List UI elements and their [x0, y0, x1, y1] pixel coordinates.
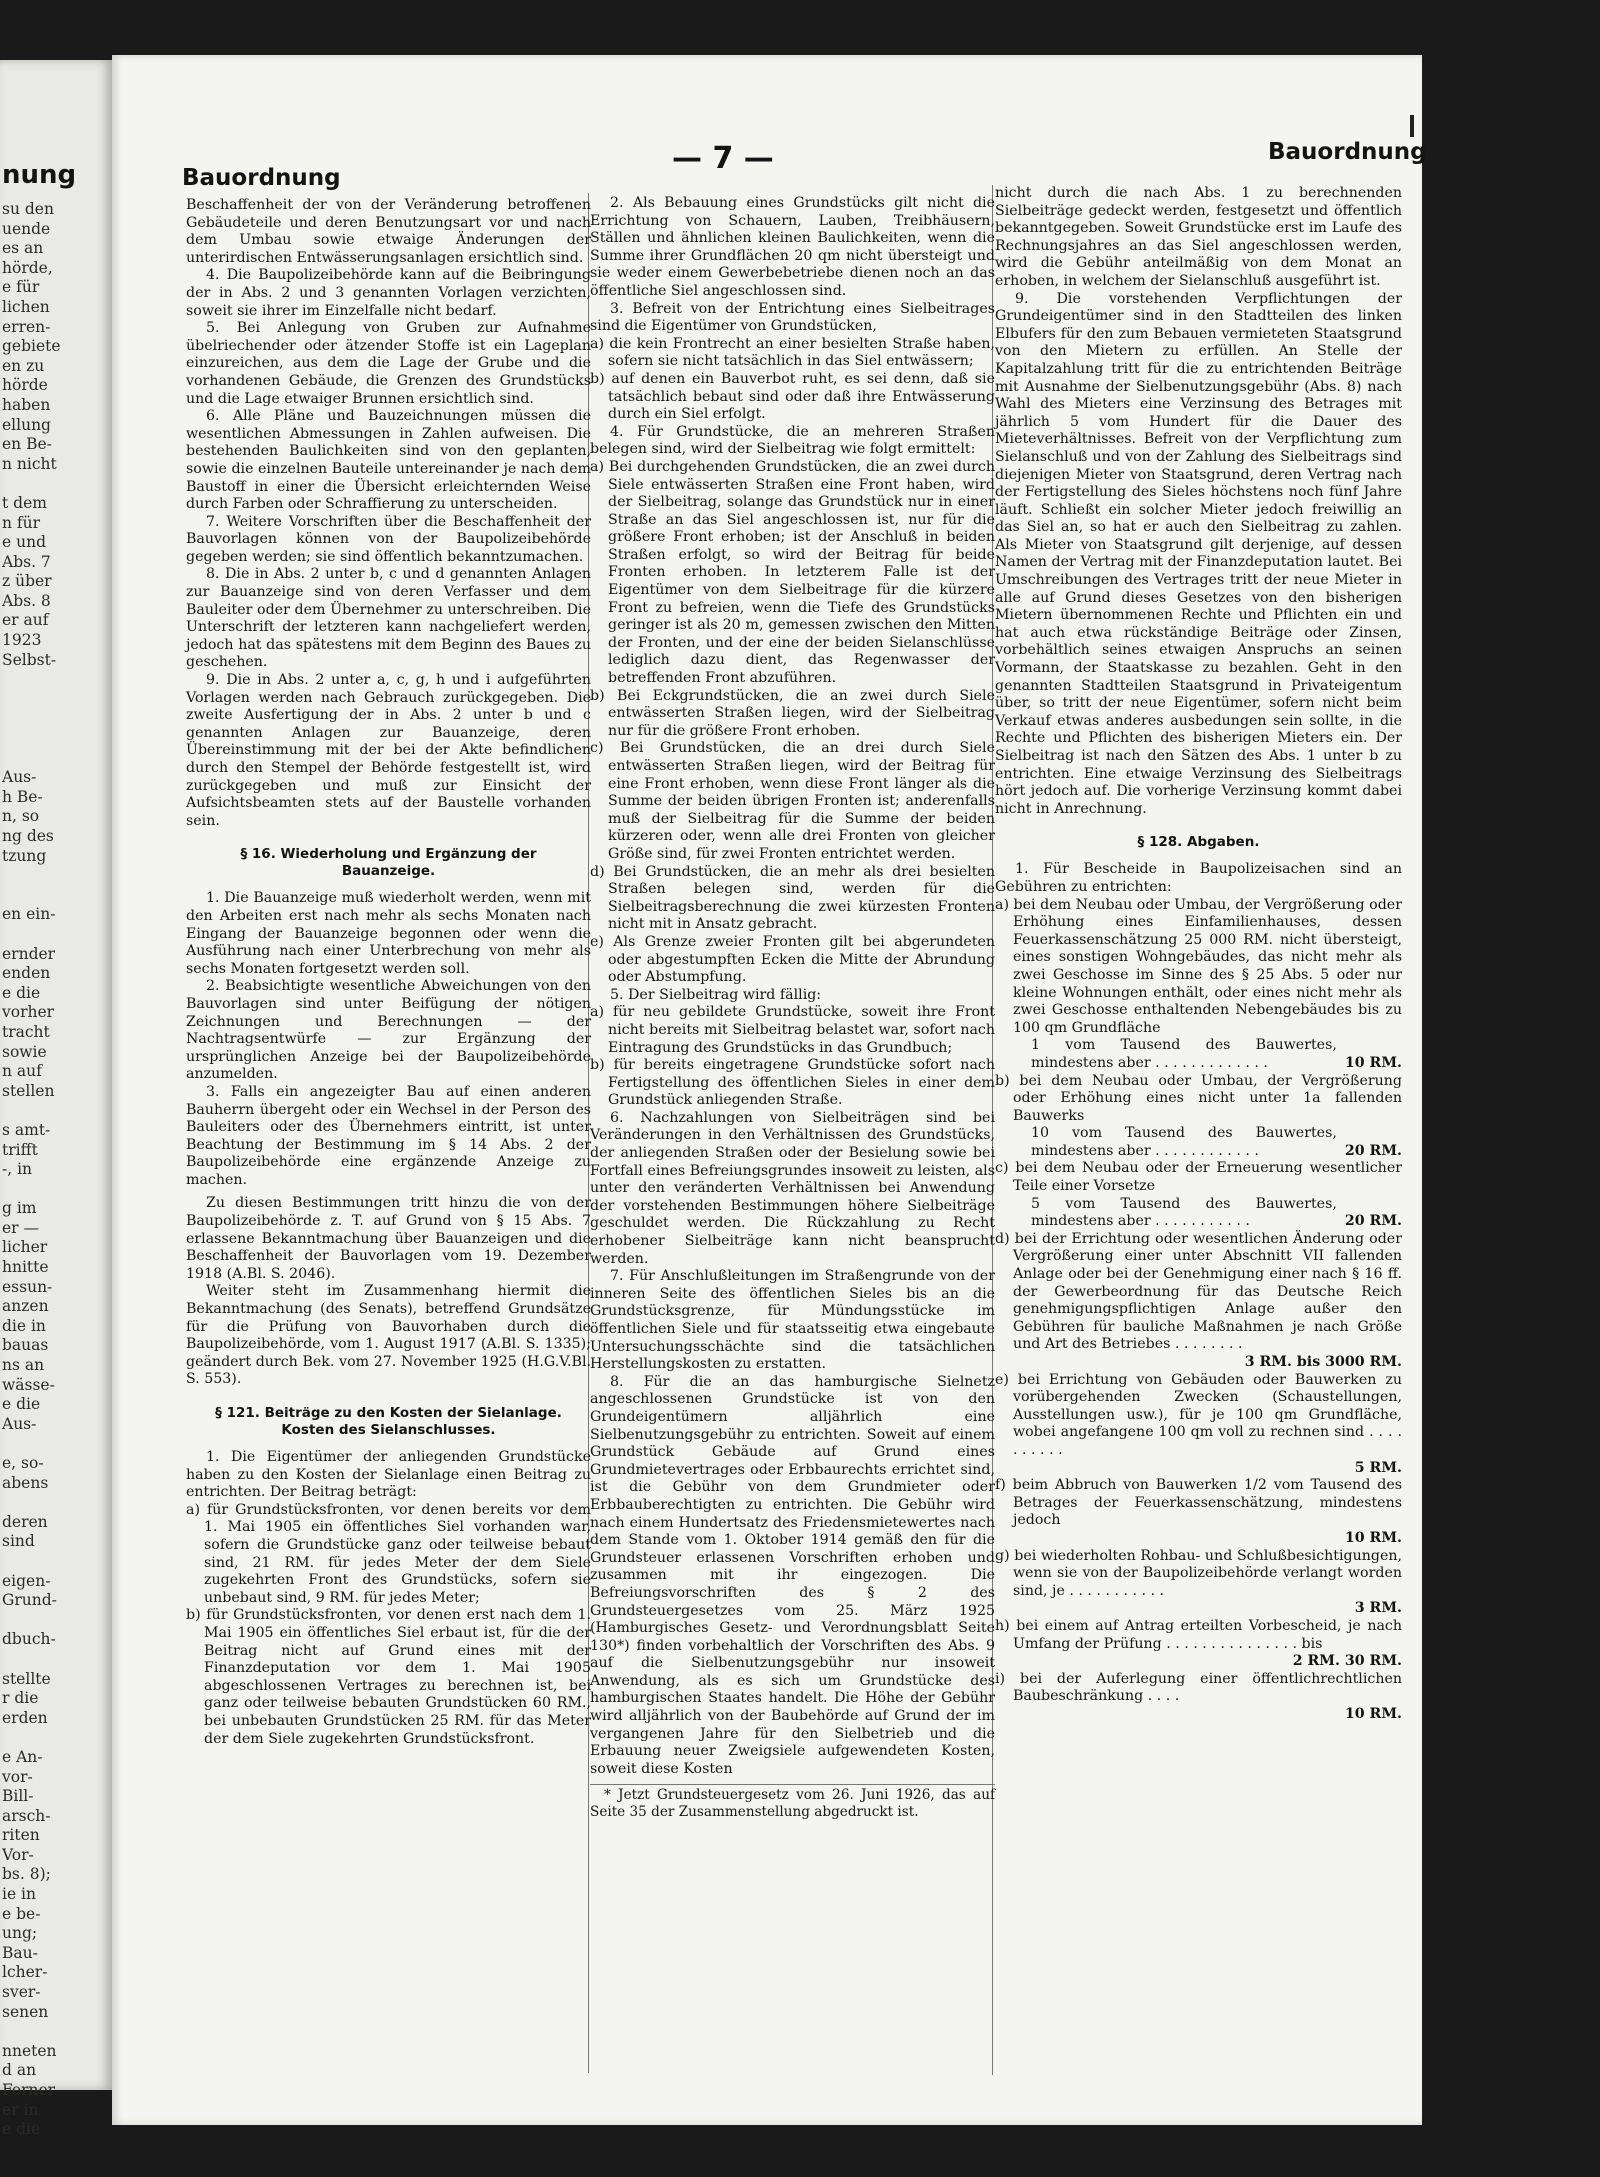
fee-item: [995, 1160, 1402, 1230]
fee-item: [995, 897, 1402, 1073]
section-128-heading: § 128. Abgaben.: [1137, 834, 1260, 851]
edge-line: [2, 1728, 106, 1748]
list-item: b) für Grundstücksfronten, vor denen erst nach dem 1. Mai 1905 ein öffentliches Siel erbaut ist, für die der Beitrag nicht auf Grund eines mit der Finanzdeputation vor dem 1. Mai 1905 abgeschlossenen Vertrages zu berechnen ist, bei ganz oder teilweise bebauten Grundstücken 60 RM., bei unbebauten Grundstücken 25 RM. für das Meter der dem Siele zugekehrten Grundstücksfront.: [186, 1607, 591, 1747]
edge-line: [2, 1493, 106, 1513]
edge-line: en Be-: [2, 435, 52, 454]
edge-line: uende: [2, 219, 51, 238]
fee-item: [995, 1671, 1402, 1724]
edge-line: e und: [2, 533, 46, 552]
fee-description: h) bei einem auf Antrag erteilten Vorbescheid, je nach Umfang der Prüfung . . . . . . . . . . . . . . . bis: [995, 1617, 1402, 1652]
edge-line: hnitte: [2, 1258, 49, 1277]
edge-line: t dem: [2, 493, 47, 512]
edge-line: e be-: [2, 1904, 41, 1923]
edge-line: anzen: [2, 1297, 49, 1316]
corner-mark: [1410, 115, 1414, 137]
fee-item: [995, 1618, 1402, 1671]
document-page: [112, 55, 1427, 2125]
fee-amount: 10 RM.: [1344, 1054, 1402, 1071]
edge-line: e für: [2, 278, 40, 297]
edge-line: licher: [2, 1238, 48, 1257]
paragraph: 6. Nachzahlungen von Sielbeiträgen sind bei Veränderungen in den Verhältnissen des Grundstücks, der anliegenden Straßen oder der Besielung sowie bei Fortfall eines Befreiungsgrundes insoweit zu leisten, als unter den veränderten Verhältnissen bei Anwendung der vorstehenden Bestimmungen höhere Sielbeiträge geschuldet werden. Die Rückzahlung zu Recht erhobener Sielbeiträge kann nicht beansprucht werden.: [590, 1109, 995, 1267]
fee-description: g) bei wiederholten Rohbau- und Schlußbesichtigungen, wenn sie von der Baupolizeibehörde verlangt worden sind, je . . . . . . . . . . .: [995, 1547, 1402, 1599]
edge-line: bauas: [2, 1336, 49, 1355]
edge-line: Bill-: [2, 1787, 34, 1806]
edge-line: ng des: [2, 827, 54, 845]
paragraph: 6. Alle Pläne und Bauzeichnungen müssen die wesentlichen Abmessungen in Zahlen aufweisen. Die bestehenden Baulichkeiten sind von den geplanten, sowie die einzelnen Bauteile untereinander je nach dem Baustoff in einer die Übersicht erleichternden Weise durch Farben oder Schraffierung zu unterscheiden.: [186, 408, 591, 513]
fee-description: d) bei der Errichtung oder wesentlichen Änderung oder Vergrößerung einer unter Abschnitt VII fallenden Anlage oder bei der Genehmigung einer nach § 16 ff. der Gewerbeordnung für das Deutsche Reich genehmigungspflichtigen Anlage außer den Gebühren für bauliche Maßnahmen je nach Größe und Art des Betriebes . . . . . . . .: [995, 1230, 1402, 1353]
paragraph: 5. Der Sielbeitrag wird fällig:: [610, 986, 822, 1003]
edge-line: bs. 8);: [2, 1865, 51, 1884]
edge-line: [2, 1180, 106, 1200]
edge-line: Bau-: [2, 1943, 38, 1962]
paragraph: 7. Für Anschlußleitungen im Straßengrunde von der inneren Seite des öffentlichen Sieles bis an die Grundstücksgrenze, für Mündungsstücke im öffentlichen Siele und für staatsseitig etwa eingebaute Untersuchungsschächte sind die tatsächlichen Herstellungskosten zu erstatten.: [590, 1268, 995, 1373]
edge-line: er —: [2, 1218, 40, 1237]
column-2: [590, 195, 995, 1821]
edge-line: 1923: [2, 631, 42, 650]
fee-amount: 20 RM.: [1344, 1142, 1402, 1159]
edge-line: essun-: [2, 1277, 53, 1296]
edge-line: Grund-: [2, 1591, 57, 1610]
edge-line: en ein-: [2, 905, 56, 924]
edge-line: [2, 1552, 106, 1572]
fee-detail: 5 vom Tausend des Bauwertes, mindestens aber . . . . . . . . . . .: [1031, 1195, 1337, 1230]
edge-line: [2, 729, 106, 749]
edge-line: [2, 474, 106, 494]
paragraph: Zu diesen Bestimmungen tritt hinzu die von der Baupolizeibehörde z. T. auf Grund von § 15 Abs. 7 erlassene Bekanntmachung über Bauanzeigen und die Beschaffenheit der Bauvorlagen vom 19. Dezember 1918 (A.Bl. S. 2046).: [186, 1195, 591, 1282]
fee-row: [995, 1354, 1402, 1372]
list-item: c) Bei Grundstücken, die an drei durch Siele entwässerten Straßen liegen, wird der Beitrag für eine Front erhoben, wenn diese Front länger als die Summe der beiden übrigen Fronten ist; anderenfalls muß der Sielbeitrag für die Summe der beiden kürzeren oder, wenn alle drei Fronten von gleicher Größe sind, für zwei Fronten entrichtet werden.: [590, 740, 995, 862]
edge-line: vorher: [2, 1003, 55, 1022]
edge-line: lichen: [2, 297, 50, 316]
edge-line: [2, 670, 106, 690]
list-item: b) für bereits eingetragene Grundstücke sofort nach Fertigstellung des öffentlichen Sieles in einer dem Grundstück anliegenden Straße.: [590, 1057, 995, 1109]
paragraph: 2. Beabsichtigte wesentliche Abweichungen von den Bauvorlagen sind unter Beifügung der nötigen Zeichnungen und Berechnungen — der Nachtragsentwürfe — zur Ergänzung der ursprünglichen Anzeige bei der Baupolizeibehörde anzumelden.: [186, 978, 591, 1083]
fee-amount: 10 RM.: [1344, 1705, 1402, 1722]
edge-line: Ferner: [2, 2081, 56, 2099]
edge-line: su den: [2, 200, 54, 218]
edge-line: erden: [2, 1708, 48, 1727]
fee-row: [995, 1530, 1402, 1548]
fee-row: [995, 1653, 1402, 1671]
paragraph: 1. Die Eigentümer der anliegenden Grundstücke haben zu den Kosten der Sielanlage einen Beitrag zu entrichten. Der Beitrag beträgt:: [186, 1449, 591, 1501]
fee-item: [995, 1073, 1402, 1161]
edge-line: n für: [2, 513, 41, 532]
edge-line: Selbst-: [2, 650, 57, 669]
list-item: a) die kein Frontrecht an einer besielten Straße haben, sofern sie nicht tatsächlich in das Siel entwässern;: [590, 335, 995, 370]
edge-line: g im: [2, 1199, 37, 1218]
fee-item: [995, 1477, 1402, 1547]
paragraph: Beschaffenheit der von der Veränderung betroffenen Gebäudeteile und deren Benutzungsart vor und nach dem Umbau sowie etwaige Änderungen der unterirdischen Entwässerungsanlagen ersichtlich sind.: [186, 197, 591, 266]
fee-detail: 1 vom Tausend des Bauwertes, mindestens aber . . . . . . . . . . . . .: [1031, 1037, 1337, 1071]
edge-line: ernder: [2, 944, 56, 963]
edge-line: er in: [2, 2100, 39, 2119]
fee-amount: 3 RM. bis 3000 RM.: [1244, 1354, 1402, 1370]
edge-line: ellung: [2, 415, 51, 434]
list-item: a) für Grundstücksfronten, vor denen bereits vor dem 1. Mai 1905 ein öffentliches Siel vorhanden war, sofern die Grundstücke ganz oder teilweise bebaut sind, 21 RM. für jedes Meter der dem Siele zugekehrten Front des Grundstücks, sofern sie unbebaut sind, 9 RM. für jedes Meter;: [186, 1501, 591, 1606]
edge-line: [2, 1611, 106, 1631]
edge-line: Abs. 8: [2, 591, 51, 610]
fee-description: a) bei dem Neubau oder Umbau, der Vergrößerung oder Erhöhung eines Einfamilienhauses, dessen Feuerkassenschätzung 25 000 RM. nicht übersteigt, eines sonstigen Wohngebäudes, das nicht mehr als zwei Geschosse im Sinne des § 25 Abs. 5 oder nur kleine Wohnungen enthält, oder eines nicht mehr als zwei Geschosse enthaltenden Nebengebäudes bis zu 100 qm Grundfläche: [995, 896, 1402, 1036]
edge-line: Abs. 7: [2, 552, 51, 571]
section-121-heading: § 121. Beiträge zu den Kosten der Sielanlage. Kosten des Sielanschlusses.: [215, 1405, 562, 1438]
list-item: b) Bei Eckgrundstücken, die an zwei durch Siele entwässerten Straßen liegen, wird der Sielbeitrag nur für die größere Front erhoben.: [590, 687, 995, 739]
edge-line: senen: [2, 2002, 49, 2021]
edge-line: erren-: [2, 317, 51, 336]
paragraph: 9. Die vorstehenden Verpflichtungen der Grundeigentümer sind in den Stadtteilen des linken Elbufers für den zum Bebauen vermieteten Staatsgrund von den Mietern zu erfüllen. An Stelle der Kapitalzahlung tritt für die zu entrichtenden Beiträge mit Ausnahme der Sielbenutzungsgebühr (Abs. 8) nach Wahl des Mieters eine Verzinsung des Betrages mit jährlich 5 vom Hundert für die Dauer des Mieteverhältnisses. Befreit von der Verpflichtung zum Sielanschluß und von der Zahlung des Sielbeitrags sind diejenigen Mieter von Staatsgrund, deren Vertrag nach der Fertigstellung des Sieles höchstens noch fünf Jahre läuft. Schließt ein solcher Mieter jedoch freiwillig an das Siel an, so hat er auch den Sielbeitrag zu zahlen. Als Mieter von Staatsgrund gilt derjenige, auf dessen Namen der Vertrag mit der Finanzdeputation lautet. Bei Umschreibungen des Vertrages tritt der neue Mieter in alle auf Grund dieses Gesetzes von den bisherigen Mietern übernommenen Rechte und Pflichten ein und hat auch etwa rückständige Beiträge oder Zinsen, vorbehältlich seines etwaigen Anspruchs an seinen Vormann, der Staatskasse zu bezahlen. Geht in den genannten Stadtteilen Staatsgrund in Privateigentum über, so tritt der neue Eigentümer, sofern nicht beim Verkauf etwas anderes ausbedungen sein sollte, in die Rechte und Pflichten des bisherigen Mieters ein. Der Sielbeitrag ist nach den Sätzen des Abs. 1 unter b zu entrichten. Eine etwaige Verzinsung des Sielbeitrags hört jedoch auf. Die vorherige Verzinsung kommt dabei nicht in Anrechnung.: [995, 290, 1402, 817]
paragraph: 1. Die Bauanzeige muß wiederholt werden, wenn mit den Arbeiten erst nach mehr als sechs Monaten nach Eingang der Bauanzeige begonnen oder wenn die Ausführung nach einer Unterbrechung von mehr als sechs Monaten fortgesetzt werden soll.: [186, 890, 591, 977]
fee-description: c) bei dem Neubau oder der Erneuerung wesentlicher Teile einer Vorsetze: [995, 1160, 1402, 1195]
paragraph: 4. Für Grundstücke, die an mehreren Straßen belegen sind, wird der Sielbeitrag wie folgt ermittelt:: [590, 423, 995, 458]
left-page-text: [2, 200, 106, 2140]
edge-line: [2, 690, 106, 710]
paragraph: nicht durch die nach Abs. 1 zu berechnenden Sielbeiträge gedeckt werden, festgesetzt und öffentlich bekanntgegeben. Soweit Grundstücke erst im Laufe des Rechnungsjahres an das Siel angeschlossen werden, wird die Gebühr anteilmäßig von dem Monat an erhoben, in welchem der Sielanschluß ausgeführt ist.: [995, 185, 1402, 289]
list-item: e) Als Grenze zweier Fronten gilt bei abgerundeten oder abgestumpften Ecken die Mitte der Abrundung oder Abstumpfung.: [590, 933, 995, 986]
edge-line: Aus-: [2, 1414, 37, 1433]
page-number: — 7 —: [672, 141, 774, 176]
edge-line: n, so: [2, 807, 40, 826]
list-item: b) auf denen ein Bauverbot ruht, es sei denn, daß sie tatsächlich bebaut sind oder daß ihre Entwässerung durch ein Siel erfolgt.: [590, 370, 995, 423]
edge-line: abens: [2, 1473, 49, 1492]
edge-line: es an: [2, 239, 44, 258]
edge-line: s amt-: [2, 1120, 51, 1139]
list-item: a) Bei durchgehenden Grundstücken, die an zwei durch Siele entwässerten Straßen eine Front haben, wird der Sielbeitrag, solange das Grundstück nur in einer Straße an das Siel angeschlossen ist, nur für die größere Front erhoben; ist der Anschluß in beiden Straßen erfolgt, so wird der Beitrag für beide Fronten erhoben. In letzterem Falle ist der Eigentümer von dem Sielbeitrage für die kürzere Front zu befreien, wenn die Tiefe des Grundstücks geringer ist als 20 m, gemessen zwischen den Mitten der Fronten, und der eine der beiden Sielanschlüsse lediglich dazu dient, das Regenwasser der betreffenden Front abzuführen.: [590, 458, 995, 687]
edge-line: e, so-: [2, 1454, 44, 1472]
fee-amount: 3 RM.: [1354, 1600, 1402, 1617]
edge-line: stellte: [2, 1669, 51, 1688]
running-header-right: Bauordnung: [1268, 139, 1427, 165]
paragraph: 8. Für die an das hamburgische Sielnetz angeschlossenen Grundstücke ist von den Grundeigentümern alljährlich eine Sielbenutzungsgebühr zu entrichten. Soweit auf einem Grundstück Gebäude auf Grund eines Grundmietevertrages oder Erbbaurechts errichtet sind, ist die Gebühr von dem Grundmieter oder Erbbauberechtigten zu entrichten. Die Gebühr wird nach einem Hundertsatz des Friedensmietewertes nach dem Stande vom 1. Oktober 1914 gemäß den für die Grundsteuer erlassenen Vorschriften erhoben und zusammen mit ihr eingezogen. Die Befreiungsvorschriften des § 2 des Grundsteuergesetzes vom 25. März 1925 (Hamburgisches Gesetz- und Verordnungsblatt Seite 130*) finden vorbehaltlich der Vorschriften des Abs. 9 auf die Sielbenutzungsgebühr nur insoweit Anwendung, als es sich um Grundstücke des hamburgischen Staates handelt. Die Höhe der Gebühr wird alljährlich von der Baubehörde auf Grund der im vergangenen Jahre für den Sielbetrieb und die Erbauung neuer Zweigsiele aufgewendeten Kosten, soweit diese Kosten: [590, 1373, 995, 1777]
edge-line: [2, 925, 106, 945]
edge-line: die in: [2, 1316, 46, 1335]
paragraph: 7. Weitere Vorschriften über die Beschaffenheit der Bauvorlagen können von der Baupolizeibehörde gegeben werden; sie sind öffentlich bekanntzumachen.: [186, 513, 591, 565]
paragraph: 5. Bei Anlegung von Gruben zur Aufnahme übelriechender oder ätzender Stoffe ist ein Lageplan einzureichen, aus dem die Lage der Grube und die vorhandenen Gebäude, die Grenzen des Grundstücks und die Lage etwaiger Brunnen ersichtlich sind.: [186, 320, 591, 407]
paragraph: 4. Die Baupolizeibehörde kann auf die Beibringung der in Abs. 2 und 3 genannten Vorlagen verzichten, soweit sie ihrer im Einzelfalle nicht bedarf.: [186, 267, 591, 319]
edge-line: hörde,: [2, 258, 53, 277]
fee-description: b) bei dem Neubau oder Umbau, der Vergrößerung oder Erhöhung eines nicht unter 1a fallenden Bauwerks: [995, 1072, 1402, 1124]
fee-row: [995, 1460, 1402, 1478]
footnote-text: * Jetzt Grundsteuergesetz vom 26. Juni 1926, das auf Seite 35 der Zusammenstellung abgedruckt ist.: [590, 1787, 995, 1821]
fee-row: [995, 1706, 1402, 1724]
edge-line: n nicht: [2, 454, 57, 473]
edge-line: h Be-: [2, 787, 43, 806]
edge-line: sowie: [2, 1042, 47, 1061]
edge-line: ung;: [2, 1924, 38, 1943]
edge-line: e die: [2, 2120, 41, 2139]
edge-line: stellen: [2, 1081, 55, 1100]
fee-row: [995, 1037, 1402, 1072]
edge-line: sver-: [2, 1983, 41, 2002]
paragraph: 3. Befreit von der Entrichtung eines Sielbeitrages sind die Eigentümer von Grundstücken,: [590, 300, 995, 335]
edge-line: arsch-: [2, 1806, 51, 1825]
footnote: [590, 1784, 995, 1821]
fee-item: [995, 1231, 1402, 1372]
fee-amount: 5 RM.: [1354, 1459, 1402, 1476]
edge-line: d an: [2, 2061, 37, 2080]
fee-row: [995, 1196, 1402, 1231]
edge-line: [2, 1434, 106, 1454]
left-page-header: nung: [2, 160, 77, 190]
fee-description: i) bei der Auferlegung einer öffentlichrechtlichen Baubeschränkung . . . .: [995, 1670, 1402, 1705]
paragraph: 2. Als Bebauung eines Grundstücks gilt nicht die Errichtung von Schauern, Lauben, Treibhäusern, Ställen und ähnlichen kleinen Baulichkeiten, wenn die Summe ihrer Grundflächen 20 qm nicht übersteigt und sie weder einem Gewerbebetriebe dienen noch an das öffentliche Siel angeschlossen sind.: [590, 195, 995, 299]
edge-line: lcher-: [2, 1963, 48, 1982]
edge-line: vor-: [2, 1767, 33, 1786]
edge-line: enden: [2, 964, 51, 983]
list-item: a) für neu gebildete Grundstücke, soweit ihre Front nicht bereits mit Sielbeitrag belastet war, sofort nach Eintragung des Grundstücks in das Grundbuch;: [590, 1004, 995, 1056]
edge-line: ie in: [2, 1885, 36, 1904]
edge-line: -, in: [2, 1160, 33, 1179]
fee-description: f) beim Abbruch von Bauwerken 1/2 vom Tausend des Betrages der Feuerkassenschätzung, mindestens jedoch: [995, 1477, 1402, 1529]
edge-line: deren: [2, 1512, 48, 1531]
edge-line: gebiete: [2, 337, 61, 356]
fee-row: [995, 1600, 1402, 1618]
list-item: d) Bei Grundstücken, die an mehr als drei besielten Straßen belegen sind, werden für die Sielbeitragsberechnung die zwei kürzesten Fronten nicht mit in Ansatz gebracht.: [590, 863, 995, 933]
edge-line: [2, 2022, 106, 2042]
edge-line: [2, 709, 106, 729]
edge-line: z über: [2, 572, 52, 591]
edge-line: [2, 1650, 106, 1670]
left-page-edge: [0, 60, 112, 2139]
edge-line: [2, 886, 106, 906]
edge-line: tzung: [2, 846, 47, 865]
edge-line: eigen-: [2, 1571, 51, 1590]
fee-amount: 10 RM.: [1344, 1529, 1402, 1546]
edge-line: trifft: [2, 1140, 38, 1159]
edge-line: n auf: [2, 1062, 42, 1081]
paragraph: Weiter steht im Zusammenhang hiermit die Bekanntmachung (des Senats), betreffend Grundsätze für die Prüfung von Bauvorhaben durch die Baupolizeibehörde, vom 1. August 1917 (A.Bl. S. 1335); geändert durch Bek. vom 27. November 1925 (H.G.V.Bl. S. 553).: [186, 1283, 591, 1388]
paragraph: 1. Für Bescheide in Baupolizeisachen sind an Gebühren zu entrichten:: [995, 861, 1402, 895]
edge-line: dbuch-: [2, 1630, 56, 1649]
paragraph: 8. Die in Abs. 2 unter b, c und d genannten Anlagen zur Bauanzeige sind von deren Verfasser und dem Bauleiter oder dem Übernehmer zu unterschreiben. Die Unterschrift der letzteren kann nachgeliefert werden, jedoch hat das spätestens mit dem Beginn des Baues zu geschehen.: [186, 566, 591, 671]
fee-row: [995, 1125, 1402, 1160]
edge-line: er auf: [2, 611, 49, 630]
paragraph: 3. Falls ein angezeigter Bau auf einen anderen Bauherrn übergeht oder ein Wechsel in der Person des Bauleiters oder des Übernehmers eintritt, ist unter Beachtung der Bestimmung im § 14 Abs. 2 der Baupolizeibehörde eine ergänzende Anzeige zu machen.: [186, 1083, 591, 1188]
edge-line: Vor-: [2, 1845, 34, 1864]
edge-line: [2, 1101, 106, 1121]
edge-line: hörde: [2, 376, 48, 395]
fee-list: [995, 897, 1402, 1724]
edge-line: wässe-: [2, 1375, 55, 1394]
fee-item: [995, 1372, 1402, 1478]
edge-line: e An-: [2, 1747, 43, 1766]
edge-line: [2, 866, 106, 886]
column-1: [186, 197, 591, 1748]
edge-line: haben: [2, 395, 51, 414]
edge-line: riten: [2, 1826, 40, 1845]
fee-description: e) bei Errichtung von Gebäuden oder Bauwerken zu vorübergehenden Zwecken (Schaustellungen, Ausstellungen usw.), für je 100 qm Grundfläche, wobei angefangene 100 qm voll zu rechnen sind . . . . . . . . . .: [995, 1371, 1402, 1458]
edge-line: r die: [2, 1689, 39, 1708]
edge-line: e die: [2, 1395, 41, 1414]
edge-line: nneten: [2, 2041, 57, 2060]
edge-line: e die: [2, 983, 41, 1002]
fee-amount: 20 RM.: [1344, 1213, 1402, 1230]
edge-line: ns an: [2, 1356, 45, 1375]
edge-line: tracht: [2, 1022, 50, 1041]
column-3: [995, 185, 1402, 1723]
fee-amount: 2 RM. 30 RM.: [1292, 1653, 1402, 1670]
running-header-left: Bauordnung: [182, 165, 341, 191]
edge-line: [2, 749, 106, 769]
edge-line: en zu: [2, 356, 45, 375]
fee-detail: 10 vom Tausend des Bauwertes, mindestens aber . . . . . . . . . . . .: [1031, 1125, 1337, 1159]
section-16-heading: § 16. Wiederholung und Ergänzung der Bauanzeige.: [240, 846, 537, 880]
edge-line: sind: [2, 1532, 35, 1551]
paragraph: 9. Die in Abs. 2 unter a, c, g, h und i aufgeführten Vorlagen werden nach Gebrauch zurückgegeben. Die zweite Ausfertigung der in Abs. 2 unter b und c genannten Anlagen zur Bauanzeige, deren Übereinstimmung mit der bei der Akte befindlichen durch den Stempel der Behörde festgestellt ist, wird zurückgegeben und muß zur Einsicht der Aufsichtsbeamten stets auf der Baustelle vorhanden sein.: [186, 672, 591, 829]
fee-item: [995, 1548, 1402, 1618]
edge-line: Aus-: [2, 768, 37, 787]
